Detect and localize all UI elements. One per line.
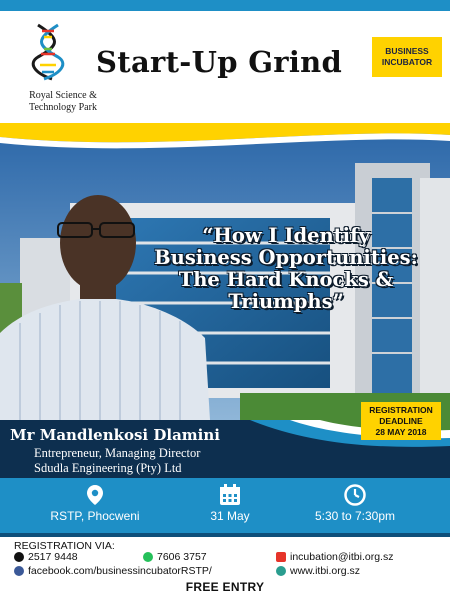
registration-facebook-text: facebook.com/businessincubatorRSTP/ bbox=[28, 565, 212, 577]
page-title: Start-Up Grind bbox=[96, 45, 343, 79]
facebook-icon bbox=[14, 566, 24, 576]
speaker-role-line-1: Entrepreneur, Managing Director bbox=[34, 446, 201, 460]
registration-whatsapp[interactable] bbox=[143, 551, 207, 563]
registration-whatsapp-text: 7606 3757 bbox=[157, 551, 207, 563]
deadline-line-2: DEADLINE bbox=[379, 416, 423, 426]
email-icon bbox=[276, 552, 286, 562]
registration-email-text: incubation@itbi.org.sz bbox=[290, 551, 394, 563]
clock-icon bbox=[344, 484, 366, 506]
event-time-text: 5:30 to 7:30pm bbox=[314, 509, 396, 523]
registration-phone-text: 2517 9448 bbox=[28, 551, 78, 563]
badge-line-2: INCUBATOR bbox=[381, 57, 433, 67]
event-date bbox=[190, 484, 270, 523]
globe-icon bbox=[276, 566, 286, 576]
whatsapp-icon bbox=[143, 552, 153, 562]
event-location-text: RSTP, Phocweni bbox=[50, 509, 140, 523]
business-incubator-badge bbox=[372, 37, 442, 77]
speaker-name: Mr Mandlenkosi Dlamini bbox=[10, 426, 220, 444]
event-time bbox=[300, 484, 410, 523]
registration-phone[interactable] bbox=[14, 551, 78, 563]
talk-headline bbox=[140, 225, 432, 313]
headline-line-2: Business Opportunities: bbox=[154, 246, 418, 269]
headline-line-1: “How I Identify bbox=[202, 224, 370, 247]
registration-website[interactable] bbox=[276, 565, 360, 577]
registration-deadline-badge bbox=[361, 402, 441, 440]
event-date-text: 31 May bbox=[210, 509, 250, 523]
dna-logo-icon bbox=[30, 23, 66, 81]
headline-line-3: The Hard Knocks & bbox=[178, 268, 394, 291]
registration-website-text: www.itbi.org.sz bbox=[290, 565, 361, 577]
registration-facebook[interactable] bbox=[14, 565, 212, 577]
top-accent-bar bbox=[0, 0, 450, 11]
phone-icon bbox=[14, 552, 24, 562]
header bbox=[0, 15, 450, 123]
badge-line-1: BUSINESS bbox=[385, 46, 429, 56]
deadline-line-1: REGISTRATION bbox=[369, 405, 433, 415]
calendar-icon bbox=[219, 484, 241, 506]
org-name: Royal Science & Technology Park bbox=[29, 90, 97, 113]
registration-email[interactable] bbox=[276, 551, 393, 563]
deadline-line-3: 28 MAY 2018 bbox=[375, 427, 427, 437]
headline-line-4: Triumphs” bbox=[228, 290, 344, 313]
map-pin-icon bbox=[86, 484, 104, 506]
event-location bbox=[45, 484, 145, 523]
registration-title: REGISTRATION VIA: bbox=[14, 540, 115, 552]
free-entry-label: FREE ENTRY bbox=[185, 580, 265, 594]
speaker-role bbox=[34, 446, 200, 476]
speaker-role-line-2: Sdudla Engineering (Pty) Ltd bbox=[34, 461, 182, 475]
